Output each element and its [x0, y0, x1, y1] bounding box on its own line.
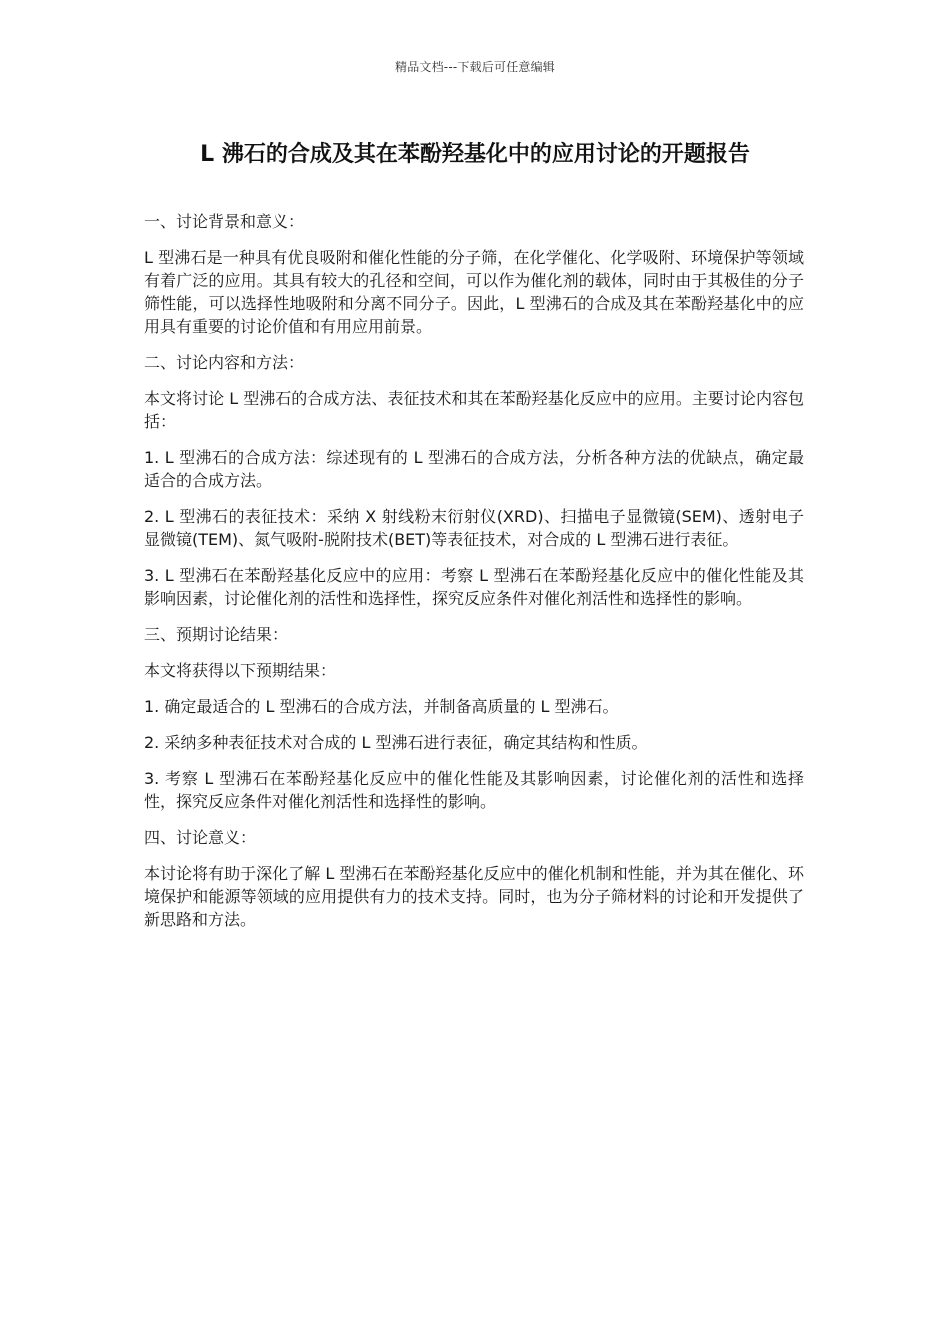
content-list-item: 1. L 型沸石的合成方法：综述现有的 L 型沸石的合成方法，分析各种方法的优缺点，确定最适合的合成方法。 — [144, 448, 804, 490]
content-list-item: 3. L 型沸石在苯酚羟基化反应中的应用：考察 L 型沸石在苯酚羟基化反应中的催化性能及其影响因素，讨论催化剂的活性和选择性，探究反应条件对催化剂活性和选择性的影响。 — [144, 566, 804, 608]
content-list-item: 2. L 型沸石的表征技术：采纳 X 射线粉末衍射仪(XRD)、扫描电子显微镜(SEM)、透射电子显微镜(TEM)、氮气吸附-脱附技术(BET)等表征技术，对合成的 L 型沸石进行表征。 — [144, 507, 804, 549]
results-intro-paragraph: 本文将获得以下预期结果： — [144, 661, 337, 680]
page-header: 精品文档---下载后可任意编辑 — [395, 60, 555, 74]
document-body — [144, 210, 804, 944]
results-list-item: 3. 考察 L 型沸石在苯酚羟基化反应中的催化性能及其影响因素，讨论催化剂的活性和选择性，探究反应条件对催化剂活性和选择性的影响。 — [144, 769, 804, 811]
section-heading-significance: 四、讨论意义： — [144, 828, 257, 847]
results-list-item: 1. 确定最适合的 L 型沸石的合成方法，并制备高质量的 L 型沸石。 — [144, 697, 619, 716]
background-paragraph: L 型沸石是一种具有优良吸附和催化性能的分子筛，在化学催化、化学吸附、环境保护等领域有着广泛的应用。其具有较大的孔径和空间，可以作为催化剂的载体，同时由于其极佳的分子筛性能，可以选择性地吸附和分离不同分子。因此，L 型沸石的合成及其在苯酚羟基化中的应用具有重要的讨论价值和有用应用前景。 — [144, 248, 804, 336]
document-title: L 沸石的合成及其在苯酚羟基化中的应用讨论的开题报告 — [200, 142, 750, 167]
results-list-item: 2. 采纳多种表征技术对合成的 L 型沸石进行表征，确定其结构和性质。 — [144, 733, 648, 752]
section-heading-content: 二、讨论内容和方法： — [144, 353, 305, 372]
section-heading-background: 一、讨论背景和意义： — [144, 212, 305, 231]
significance-paragraph: 本讨论将有助于深化了解 L 型沸石在苯酚羟基化反应中的催化机制和性能，并为其在催化、环境保护和能源等领域的应用提供有力的技术支持。同时，也为分子筛材料的讨论和开发提供了新思路和方法。 — [144, 864, 804, 929]
content-intro-paragraph: 本文将讨论 L 型沸石的合成方法、表征技术和其在苯酚羟基化反应中的应用。主要讨论内容包括： — [144, 389, 804, 431]
section-heading-results: 三、预期讨论结果： — [144, 625, 289, 644]
